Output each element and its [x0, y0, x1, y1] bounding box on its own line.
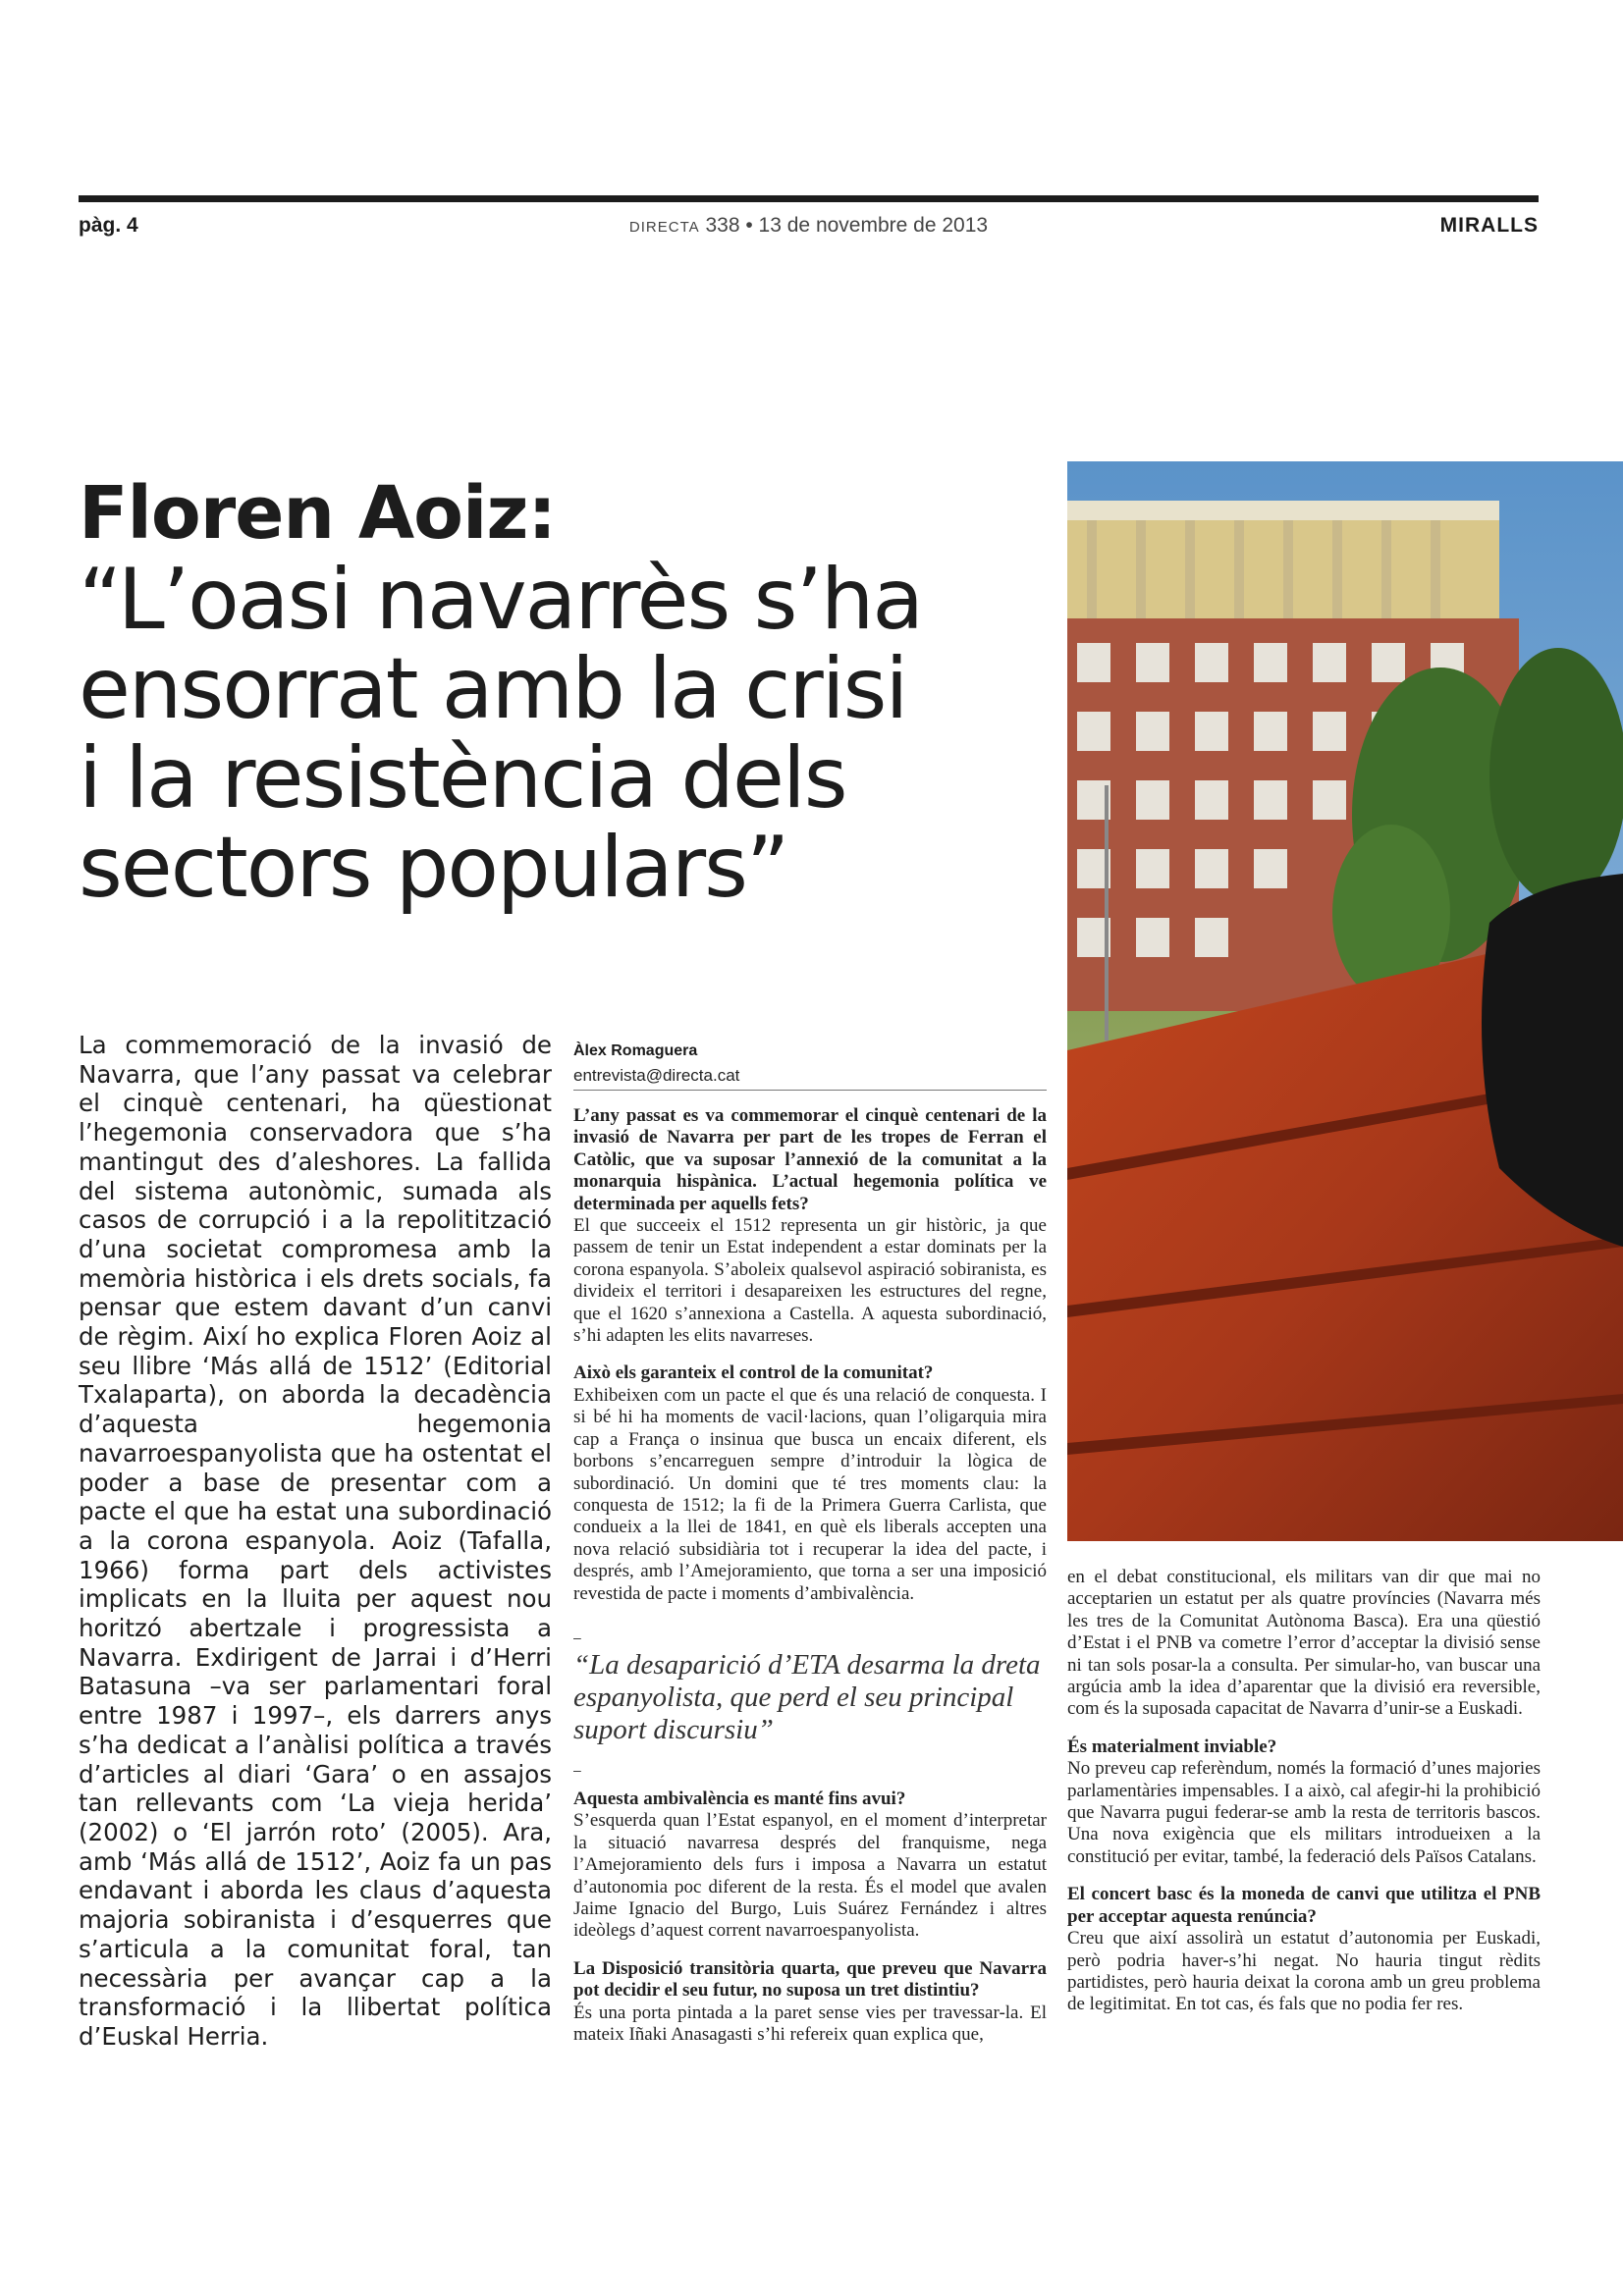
interview-column-2 — [1067, 1567, 1541, 2016]
headline-quote-line: i la resistència dels — [79, 729, 846, 828]
pull-quote-dash-top: – — [573, 1629, 581, 1645]
answer: Exhibeixen com un pacte el que és una relació de conquesta. I si bé hi ha moments de vacil·lacions, quan l’oligarquia mira cap a França o insinua que busca un encaix diferent, els borbons s’encarreguen sempre d’introduir la lògica de subordinació. Un domini que té tres moments clau: la conquesta de 1512; la fi de la Primera Guerra Carlista, que condueix a la llei de 1841, en què els liberals accepten una nova relació subsidiària tot i recuperar la idea del pacte, i després, amb l’Amejoramiento, que torna a ser una imposició revestida de pacte i moments d’ambivalència. — [573, 1384, 1047, 1604]
question: La Disposició transitòria quarta, que preveu que Navarra pot decidir el seu futur, no suposa un tret distintiu? — [573, 1957, 1047, 2002]
question: Això els garanteix el control de la comunitat? — [573, 1362, 934, 1384]
interview-photo — [1067, 461, 1623, 1541]
issue-date: 338 • 13 de novembre de 2013 — [705, 214, 989, 237]
top-rule — [79, 195, 1539, 202]
question: Aquesta ambivalència es manté fins avui? — [573, 1789, 906, 1809]
pull-quote: “La desaparició d’ETA desarma la dreta espanyolista, que perd el seu principal suport discursiu” — [573, 1649, 1041, 1745]
byline — [573, 1042, 1047, 1086]
headline — [79, 471, 1021, 917]
page-number: pàg. 4 — [79, 214, 138, 237]
answer: És una porta pintada a la paret sense vies per travessar-la. El mateix Iñaki Anasagasti s’hi refereix quan explica que, — [573, 2002, 1047, 2046]
publication-name: DIRECTA — [628, 219, 700, 236]
question: El concert basc és la moneda de canvi que utilitza el PNB per acceptar aquesta renúncia? — [1067, 1884, 1541, 1927]
answer: Creu que així assolirà un estatut d’autonomia per Euskadi, però podria haver-s’hi negat. No hauria tingut rèdits partidistes, però hauria deixat la corona amb un greu problema de legitimitat. En tot cas, és fals que no podia fer res. — [1067, 1928, 1541, 2015]
byline-divider — [573, 1090, 1047, 1091]
answer: No preveu cap referèndum, només la formació d’unes majories parlamentàries impensables. I a això, cal afegir-hi la prohibició que Navarra pugui federar-se amb la resta de territoris bascos. Una nova exigència que els militars introdueixen a la constitució per evitar, també, la federació dels Països Catalans. — [1067, 1758, 1541, 1867]
section-name: MIRALLS — [1439, 214, 1539, 237]
headline-quote — [79, 551, 1021, 917]
headline-name: Floren Aoiz: — [79, 471, 557, 556]
interview-column-1 — [573, 1105, 1047, 1605]
page-header — [79, 214, 1539, 243]
author-email: entrevista@directa.cat — [573, 1066, 740, 1085]
answer: S’esquerda quan l’Estat espanyol, en el moment d’interpretar la situació navarresa després del franquisme, nega l’Amejoramiento dels furs i imposa a Navarra un estatut d’autonomia poc diferent de la resta. És el model que avalen Jaime Ignacio del Burgo, Luis Suárez Fernández i altres ideòlegs d’aquest corrent navarroespanyolista. — [573, 1810, 1047, 1942]
publication-info — [79, 214, 1539, 238]
answer: El que succeeix el 1512 representa un gir històric, ja que passem de tenir un Estat independent a estar dominats per la corona espanyola. S’aboleix qualsevol aspiració sobiranista, es divideix el territori i desapareixen les estructures del regne, que el 1620 s’annexiona a Castella. A aquesta subordinació, s’hi adapten les elits navarreses. — [573, 1215, 1047, 1347]
lede-text — [79, 1031, 552, 2052]
answer: en el debat constitucional, els militars van dir que mai no acceptarien un estatut per als quatre províncies (Navarra més les tres de la Comunitat Autònoma Basca). Era una qüestió d’Estat i el PNB va cometre l’error d’acceptar la divisió sense ni tan sols posar-la a consulta. Per simular-ho, van buscar una argúcia amb la idea d’aparentar que la divisió era reversible, com és la suposada capacitat de Navarra d’unir-se a Euskadi. — [1067, 1567, 1541, 1720]
author-name: Àlex Romaguera — [573, 1042, 698, 1059]
question: És materialment inviable? — [1067, 1735, 1277, 1757]
headline-quote-line: ensorrat amb la crisi — [79, 640, 907, 738]
question: L’any passat es va commemorar el cinquè centenari de la invasió de Navarra per part de les tropes de Ferran el Catòlic, que va suposar l’annexió de la comunitat a la monarquia hispànica. L’actual hegemonia política ve determinada per aquells fets? — [573, 1105, 1047, 1214]
pull-quote-dash-bottom: – — [573, 1762, 581, 1778]
headline-quote-line: sectors populars” — [79, 819, 788, 917]
lede-paragraph: La commemoració de la invasió de Navarra, que l’any passat va celebrar el cinquè centenari, ha qüestionat l’hegemonia conservadora que s’ha mantingut des d’aleshores. La fallida del sistema autonòmic, sumada als casos de corrupció i a la repolitització d’una societat compromesa amb la memòria històrica i els drets socials, fa pensar que estem davant d’un canvi de règim. Així ho explica Floren Aoiz al seu llibre ‘Más allá de 1512’ (Editorial Txalaparta), on aborda la decadència d’aquesta hegemonia navarroespanyolista que ha ostentat el poder a base de presentar com a pacte el que ha estat una subordinació a la corona espanyola. Aoiz (Tafalla, 1966) forma part dels activistes implicats en la lluita per aquest nou horitzó abertzale i progressista a Navarra. Exdirigent de Jarrai i d’Herri Batasuna –va ser parlamentari foral entre 1987 i 1997–, els darrers anys s’ha dedicat a l’anàlisi política a través d’articles al diari ‘Gara’ o en assajos tan rellevants com ‘La vieja herida’ (2002) o ‘El jarrón roto’ (2005). Ara, amb ‘Más allá de 1512’, Aoiz fa un pas endavant i aborda les claus d’aquesta majoria sobiranista i d’esquerres que s’articula a la comunitat foral, tan necessària per avançar cap a la transformació i la llibertat política d’Euskal Herria. — [79, 1031, 552, 2051]
interview-column-1b — [573, 1789, 1047, 2046]
headline-quote-line: “L’oasi navarrès s’ha — [79, 551, 923, 649]
